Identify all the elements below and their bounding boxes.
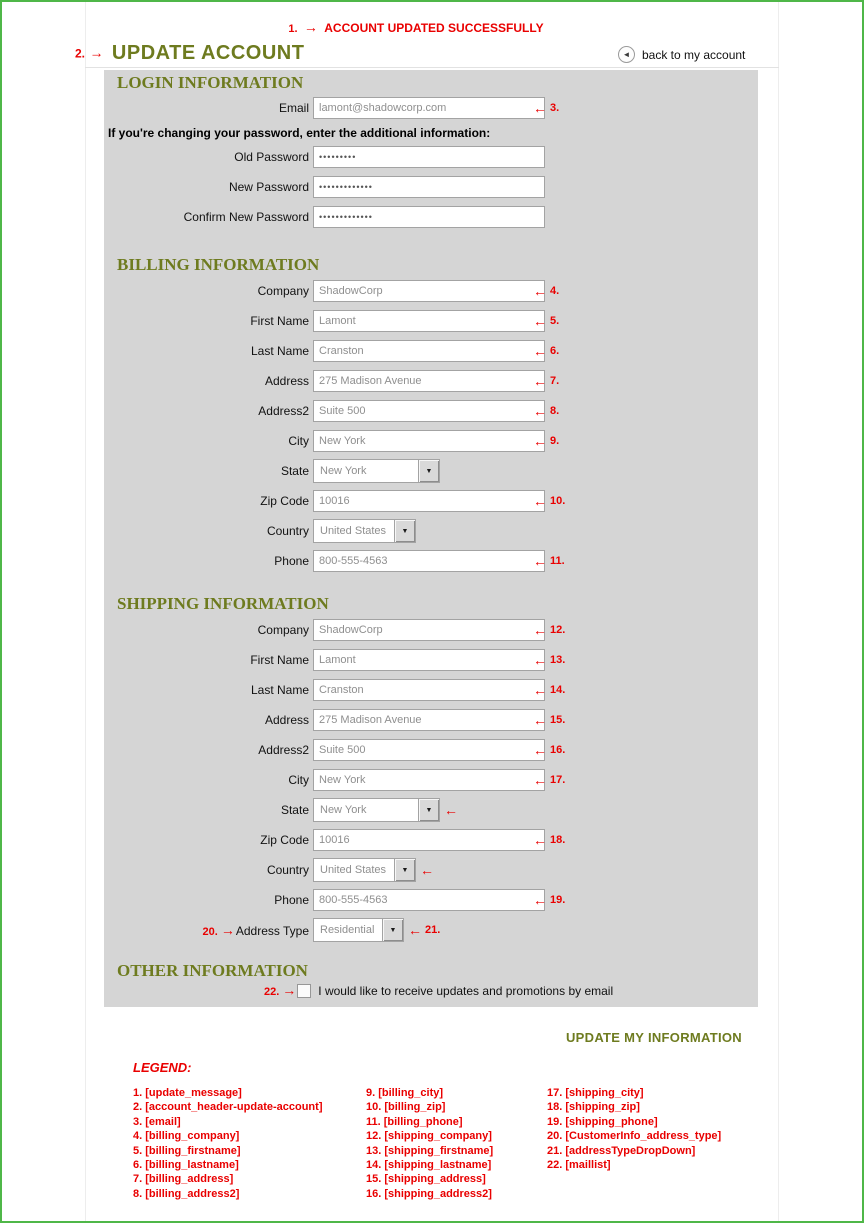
back-circle-arrow-icon: ◄ [618, 46, 635, 63]
shipping-state-label: State [280, 803, 309, 817]
address-type-select[interactable]: Residential ▼ [313, 918, 404, 942]
shipping-firstname-label: First Name [250, 653, 309, 667]
billing-zip-input[interactable] [313, 490, 545, 512]
dropdown-arrow-icon[interactable]: ▼ [382, 919, 403, 941]
annotation-right-arrow-icon: → [220, 921, 235, 938]
legend-item: 15. [shipping_address] [366, 1173, 486, 1186]
shipping-company-label: Company [257, 623, 309, 637]
annotation-1: 1. [288, 23, 298, 35]
confirm-password-label: Confirm New Password [183, 210, 309, 224]
billing-state-row [104, 460, 758, 482]
shipping-city-input[interactable] [313, 769, 545, 791]
page-title: UPDATE ACCOUNT [111, 42, 305, 64]
annotation-17: ← 17. [533, 772, 566, 788]
annotation-left-arrow-icon: ← [533, 343, 547, 359]
annotation-arrow-shipping-state [444, 803, 458, 817]
email-input[interactable] [313, 97, 545, 119]
dropdown-arrow-icon[interactable]: ▼ [394, 859, 415, 881]
annotation-left-arrow-icon: ← [533, 433, 547, 449]
legend-item: 10. [billing_zip] [366, 1101, 446, 1114]
shipping-address2-label: Address2 [258, 743, 309, 757]
annotation-7: ← 7. [533, 373, 560, 389]
annotation-left-arrow-icon: ← [533, 313, 547, 329]
header-divider-line [85, 67, 779, 68]
billing-company-input[interactable] [313, 280, 545, 302]
shipping-firstname-input[interactable] [313, 649, 545, 671]
annotation-18: ← 18. [533, 832, 566, 848]
annotation-left-arrow-icon: ← [533, 742, 547, 758]
annotation-left-arrow-icon: ← [533, 892, 547, 908]
dropdown-arrow-icon[interactable]: ▼ [418, 460, 439, 482]
maillist-row [264, 984, 758, 998]
legend-item: 14. [shipping_lastname] [366, 1159, 492, 1172]
confirm-password-row [104, 206, 758, 228]
annotation-left-arrow-icon: ← [420, 862, 434, 878]
legend-item: 3. [email] [133, 1115, 181, 1128]
legend-column-3 [547, 1086, 721, 1201]
annotation-22: 22. → [264, 982, 297, 998]
shipping-zip-input[interactable] [313, 829, 545, 851]
maillist-checkbox-label: I would like to receive updates and promotions by email [318, 984, 614, 998]
shipping-city-row [104, 769, 758, 791]
shipping-phone-input[interactable] [313, 889, 545, 911]
annotation-8: ← 8. [533, 403, 560, 419]
annotation-5: ← 5. [533, 313, 560, 329]
legend-item: 5. [billing_firstname] [133, 1144, 241, 1157]
annotation-2: 2. [75, 46, 86, 61]
layout-divider-right [778, 2, 779, 1221]
billing-phone-label: Phone [274, 554, 309, 568]
shipping-zip-label: Zip Code [260, 833, 309, 847]
password-change-note: If you're changing your password, enter the additional information: [108, 126, 491, 140]
legend-item: 12. [shipping_company] [366, 1130, 492, 1143]
annotation-left-arrow-icon: ← [533, 682, 547, 698]
annotation-9: ← 9. [533, 433, 560, 449]
billing-firstname-label: First Name [250, 314, 309, 328]
billing-city-label: City [288, 434, 309, 448]
billing-phone-input[interactable] [313, 550, 545, 572]
page-header [75, 42, 304, 65]
legend-item: 16. [shipping_address2] [366, 1187, 492, 1200]
annotation-3: ← 3. [533, 100, 560, 116]
shipping-address-label: Address [264, 713, 309, 727]
shipping-state-row [104, 799, 758, 821]
annotation-12: ← 12. [533, 622, 566, 638]
other-section-heading: OTHER INFORMATION [117, 961, 308, 980]
annotation-right-arrow-icon: → [303, 19, 318, 35]
billing-city-row [104, 430, 758, 452]
billing-section-heading: BILLING INFORMATION [117, 255, 320, 274]
billing-address2-label: Address2 [258, 404, 309, 418]
email-row [104, 97, 758, 119]
account-form-panel [104, 70, 758, 1007]
legend-column-1 [133, 1086, 366, 1201]
shipping-company-row [104, 619, 758, 641]
billing-phone-row [104, 550, 758, 572]
annotation-6: ← 6. [533, 343, 560, 359]
old-password-label: Old Password [234, 150, 309, 164]
billing-firstname-row [104, 310, 758, 332]
new-password-row [104, 176, 758, 198]
shipping-address2-input[interactable] [313, 739, 545, 761]
annotation-15: ← 15. [533, 712, 566, 728]
billing-city-input[interactable] [313, 430, 545, 452]
legend-item: 2. [account_header-update-account] [133, 1101, 323, 1114]
billing-lastname-row [104, 340, 758, 362]
shipping-phone-label: Phone [274, 893, 309, 907]
shipping-phone-row [104, 889, 758, 911]
annotation-left-arrow-icon: ← [533, 283, 547, 299]
legend-item: 17. [shipping_city] [547, 1087, 644, 1099]
billing-address-input[interactable] [313, 370, 545, 392]
annotation-left-arrow-icon: ← [533, 772, 547, 788]
billing-firstname-input[interactable] [313, 310, 545, 332]
dropdown-arrow-icon[interactable]: ▼ [394, 520, 415, 542]
shipping-company-input[interactable] [313, 619, 545, 641]
dropdown-arrow-icon[interactable]: ▼ [418, 799, 439, 821]
shipping-section-heading: SHIPPING INFORMATION [117, 594, 329, 613]
legend-item: 13. [shipping_firstname] [366, 1144, 494, 1157]
billing-country-row [104, 520, 758, 542]
annotation-19: ← 19. [533, 892, 566, 908]
legend [133, 1086, 721, 1201]
annotation-16: ← 16. [533, 742, 566, 758]
annotation-14: ← 14. [533, 682, 566, 698]
billing-state-label: State [280, 464, 309, 478]
legend-item: 19. [shipping_phone] [547, 1115, 658, 1128]
billing-company-row [104, 280, 758, 302]
old-password-row [104, 146, 758, 168]
back-link-label: back to my account [642, 47, 746, 62]
shipping-city-label: City [288, 773, 309, 787]
legend-title: LEGEND: [133, 1060, 192, 1075]
shipping-country-select[interactable]: United States ▼ [313, 858, 416, 882]
legend-item: 6. [billing_lastname] [133, 1159, 239, 1172]
legend-item: 18. [shipping_zip] [547, 1101, 640, 1114]
annotation-left-arrow-icon: ← [533, 493, 547, 509]
billing-lastname-input[interactable] [313, 340, 545, 362]
annotation-left-arrow-icon: ← [533, 652, 547, 668]
annotation-20: 20. → [202, 921, 235, 938]
annotation-right-arrow-icon: → [282, 982, 297, 998]
annotation-11: ← 11. [533, 553, 565, 569]
legend-item: 21. [addressTypeDropDown] [547, 1144, 696, 1157]
billing-address-label: Address [264, 374, 309, 388]
login-section-heading: LOGIN INFORMATION [117, 73, 304, 92]
annotation-left-arrow-icon: ← [533, 832, 547, 848]
annotation-left-arrow-icon: ← [533, 373, 547, 389]
billing-country-select[interactable]: United States ▼ [313, 519, 416, 543]
layout-divider-left [85, 2, 86, 1221]
annotation-right-arrow-icon: → [89, 44, 104, 61]
shipping-country-label: Country [266, 863, 309, 877]
annotation-13: ← 13. [533, 652, 566, 668]
shipping-lastname-label: Last Name [250, 683, 309, 697]
billing-country-label: Country [266, 524, 309, 538]
legend-item: 1. [update_message] [133, 1087, 242, 1099]
billing-address2-row [104, 400, 758, 422]
back-to-my-account-link[interactable] [618, 46, 745, 63]
legend-item: 8. [billing_address2] [133, 1187, 240, 1200]
annotation-21: ← 21. [408, 922, 441, 938]
maillist-checkbox[interactable] [297, 984, 311, 998]
shipping-lastname-input[interactable] [313, 679, 545, 701]
legend-column-2 [366, 1086, 547, 1201]
billing-state-select[interactable]: New York ▼ [313, 459, 440, 483]
annotation-4: ← 4. [533, 283, 560, 299]
legend-item: 7. [billing_address] [133, 1173, 234, 1186]
shipping-state-select[interactable]: New York ▼ [313, 798, 440, 822]
legend-item: 22. [maillist] [547, 1159, 611, 1172]
legend-item: 9. [billing_city] [366, 1087, 444, 1099]
shipping-country-row [104, 859, 758, 881]
annotation-left-arrow-icon: ← [533, 553, 547, 569]
annotation-arrow-shipping-country [420, 863, 434, 877]
email-label: Email [278, 101, 309, 115]
shipping-addresstype-row [104, 919, 758, 941]
status-message-text: ACCOUNT UPDATED SUCCESSFULLY [324, 21, 544, 35]
new-password-input[interactable] [313, 176, 545, 198]
shipping-addresstype-label: 20. →Address Type [202, 921, 309, 938]
annotation-left-arrow-icon: ← [533, 712, 547, 728]
annotation-left-arrow-icon: ← [533, 100, 547, 116]
old-password-input[interactable] [313, 146, 545, 168]
shipping-firstname-row [104, 649, 758, 671]
shipping-lastname-row [104, 679, 758, 701]
shipping-address-row [104, 709, 758, 731]
new-password-label: New Password [228, 180, 309, 194]
update-my-information-button[interactable]: UPDATE MY INFORMATION [565, 1030, 742, 1045]
shipping-zip-row [104, 829, 758, 851]
legend-item: 11. [billing_phone] [366, 1115, 463, 1128]
annotation-10: ← 10. [533, 493, 566, 509]
billing-lastname-label: Last Name [250, 344, 309, 358]
billing-address2-input[interactable] [313, 400, 545, 422]
status-message [2, 20, 830, 35]
billing-address-row [104, 370, 758, 392]
annotation-left-arrow-icon: ← [444, 802, 458, 818]
shipping-address-input[interactable] [313, 709, 545, 731]
billing-zip-label: Zip Code [260, 494, 309, 508]
confirm-password-input[interactable] [313, 206, 545, 228]
annotation-left-arrow-icon: ← [533, 622, 547, 638]
legend-item: 20. [CustomerInfo_address_type] [547, 1130, 722, 1143]
billing-company-label: Company [257, 284, 309, 298]
shipping-address2-row [104, 739, 758, 761]
billing-zip-row [104, 490, 758, 512]
annotation-left-arrow-icon: ← [533, 403, 547, 419]
annotation-left-arrow-icon: ← [408, 922, 422, 938]
legend-item: 4. [billing_company] [133, 1130, 240, 1143]
